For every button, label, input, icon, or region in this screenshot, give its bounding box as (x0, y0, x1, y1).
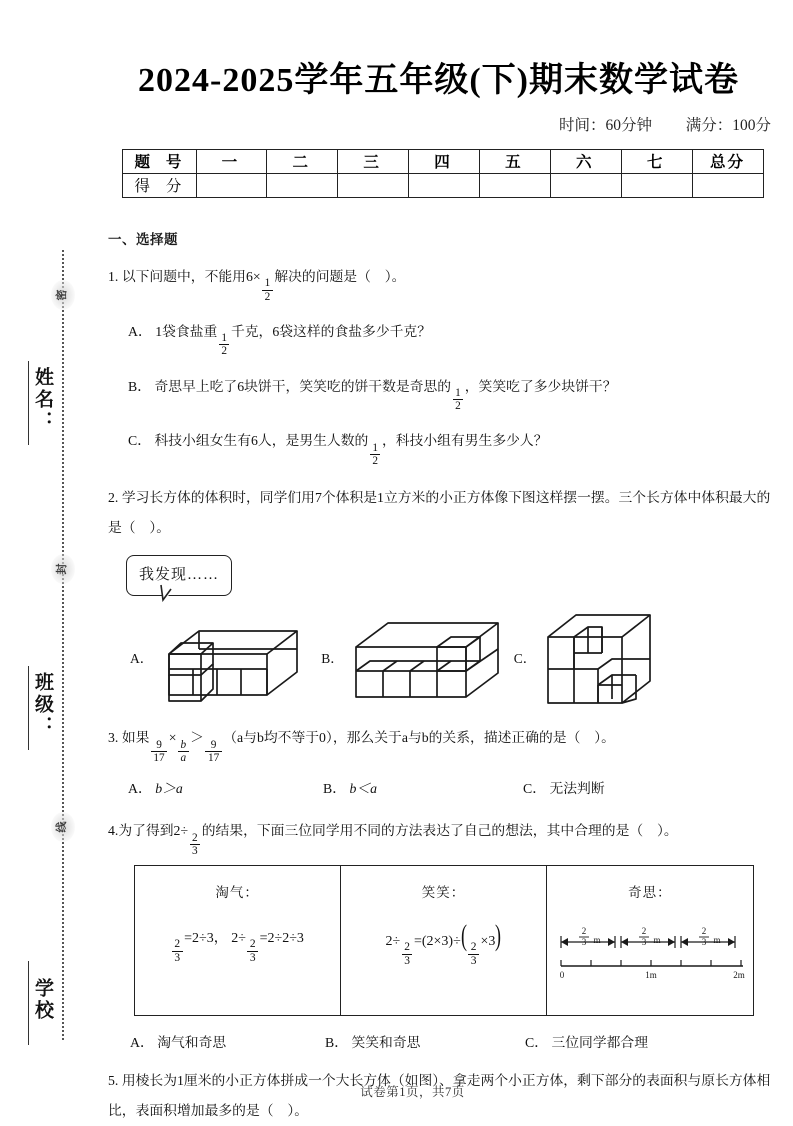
figure-c-label: C． (513, 651, 537, 667)
score-value-4[interactable] (409, 174, 480, 198)
question-5-number: 5. (108, 1072, 119, 1088)
question-2-stem-text: 学习长方体的体积时，同学们用7个体积是1立方米的小正方体像下图这样摆一摆。三个长方体中体积最大的是（ ）。 (108, 490, 771, 536)
question-1-options (128, 317, 779, 467)
score-value-6[interactable] (550, 174, 621, 198)
score-col-1: 一 (196, 150, 267, 174)
bubble-tail-icon (160, 584, 184, 602)
figure-b-label: B． (321, 651, 344, 667)
question-4-method-table (134, 865, 754, 1016)
question-4 (108, 816, 779, 1058)
option-text-a: 1袋食盐重 (155, 323, 218, 339)
seal-dotted-line (62, 250, 64, 1040)
score-col-7: 七 (621, 150, 692, 174)
option-text-a: 科技小组女生有6人，是男生人数的 (154, 433, 369, 449)
score-col-4: 四 (409, 150, 480, 174)
figure-a-label: A． (130, 651, 154, 667)
xiaoxiao-expression (385, 918, 502, 967)
svg-text:0: 0 (559, 969, 565, 980)
question-4-option-c[interactable] (525, 1028, 648, 1058)
score-table-value-label: 得 分 (122, 174, 196, 198)
taoqi-fraction-2: $\frac{2}{3}$ (247, 938, 258, 964)
option-fraction: $\frac{1}{2}$ (453, 387, 464, 412)
score-table (122, 149, 764, 198)
svg-text:3: 3 (641, 936, 647, 947)
student-name-qisi: 奇思： (628, 884, 672, 900)
exam-full-score: 满分：100分 (685, 117, 771, 134)
question-1-stem (108, 262, 779, 303)
option-fraction: $\frac{1}{2}$ (219, 332, 230, 357)
score-col-5: 五 (480, 150, 551, 174)
question-1-stem-fraction: $\frac{1}{2}$ (262, 277, 273, 302)
question-4-stem-a: 为了得到2÷ (118, 823, 189, 839)
discovery-bubble: 我发现…… (126, 555, 232, 596)
field-school (10, 955, 56, 1045)
question-4-option-b[interactable] (325, 1028, 525, 1058)
figure-c-cube-icon (540, 607, 658, 711)
option-fraction: $\frac{1}{2}$ (370, 442, 381, 467)
section-title-choice: 一、选择题 (108, 232, 178, 247)
svg-text:3: 3 (701, 936, 707, 947)
score-table-row-label: 题 号 (122, 150, 196, 174)
question-3-options (128, 774, 779, 804)
option-label: B． (325, 1034, 348, 1050)
option-label: B． (323, 781, 346, 797)
question-4-stem (108, 816, 779, 857)
svg-text:m: m (713, 934, 721, 945)
score-value-total[interactable] (692, 174, 763, 198)
student-name-xiaoxiao: 笑笑： (421, 884, 466, 900)
question-1-stem-a: 以下问题中，不能用6× (121, 269, 261, 284)
option-text: 三位同学都合理 (551, 1034, 649, 1050)
question-1-option-b[interactable] (128, 372, 779, 413)
exam-content (108, 228, 779, 1126)
option-text: 淘气和奇思 (157, 1034, 227, 1050)
score-col-total: 总分 (692, 150, 763, 174)
field-name (10, 355, 56, 445)
method-cell-xiaoxiao (340, 865, 546, 1015)
question-3-op-2: ＞ (190, 730, 204, 746)
taoqi-part-2: 2÷ (231, 930, 246, 946)
option-text-b: ，科技小组有男生多少人？ (381, 433, 548, 449)
question-3-fraction-2: $\frac{b}{a}$ (178, 739, 189, 764)
method-cell-taoqi (134, 865, 340, 1015)
xiaoxiao-prefix: 2÷ (385, 933, 401, 949)
question-5-stem-text: 用棱长为1厘米的小正方体拼成一个大长方体（如图）、拿走两个小正方体，剩下部分的表面积与原长方体相比，表面积增加最多的是（ ）。 (108, 1072, 771, 1118)
question-3-stem-b: （a与b均不等于0），那么关于a与b的关系，描述正确的是（ ）。 (223, 730, 615, 746)
question-1-option-a[interactable] (128, 317, 779, 358)
question-1-number: 1. (108, 269, 119, 284)
question-3-option-a[interactable] (128, 774, 323, 804)
score-table-header-row (122, 150, 763, 174)
taoqi-part-1: =2÷3， (184, 930, 228, 946)
score-col-6: 六 (550, 150, 621, 174)
field-name-rule (28, 361, 29, 445)
question-3-number: 3. (108, 730, 119, 746)
svg-text:3: 3 (581, 936, 587, 947)
svg-text:2: 2 (701, 925, 707, 936)
option-label: C． (523, 781, 546, 797)
question-3-option-c[interactable] (523, 774, 605, 804)
question-2-number: 2. (108, 490, 119, 506)
question-3-stem (108, 723, 779, 764)
question-2-stem (108, 483, 779, 543)
score-value-5[interactable] (480, 174, 551, 198)
question-1-option-c[interactable] (128, 426, 779, 467)
student-name-taoqi: 淘气： (215, 884, 259, 900)
option-label: A． (130, 1034, 154, 1050)
option-text-b: ，笑笑吃了多少块饼干？ (464, 378, 617, 394)
svg-text:2: 2 (641, 925, 647, 936)
field-class-rule (28, 666, 29, 750)
exam-page (92, 0, 793, 1122)
score-value-1[interactable] (196, 174, 267, 198)
discovery-bubble-wrap (126, 555, 779, 601)
xiaoxiao-mid: =(2×3)÷ (413, 933, 461, 949)
option-text: b＞a (155, 781, 183, 797)
svg-text:1m: 1m (645, 969, 657, 980)
score-value-7[interactable] (621, 174, 692, 198)
option-text-b: 千克，6袋这样的食盐多少千克？ (230, 323, 432, 339)
field-name-label: 姓名： (32, 367, 53, 433)
option-label: B． (128, 378, 151, 394)
option-text: 无法判断 (549, 781, 605, 797)
option-text: 笑笑和奇思 (351, 1034, 421, 1050)
figure-b-cuboid-icon (348, 609, 500, 709)
question-4-option-a[interactable] (130, 1028, 325, 1058)
field-school-label: 学校 (32, 978, 53, 1022)
score-col-2: 二 (267, 150, 338, 174)
field-class (10, 660, 56, 750)
page-title: 2024-2025学年五年级(下)期末数学试卷 (138, 62, 739, 99)
field-class-label: 班级： (32, 672, 53, 738)
question-3-op-1: × (168, 730, 177, 746)
question-1-stem-b: 解决的问题是（ ）。 (274, 269, 406, 284)
method-cell-qisi (547, 865, 753, 1015)
question-3-stem-a: 如果 (121, 730, 150, 746)
score-value-3[interactable] (338, 174, 409, 198)
seal-mark-feng: 封 (51, 554, 75, 584)
question-1 (108, 262, 779, 467)
question-3-fraction-3: $\frac{9}{17}$ (205, 739, 221, 764)
xiaoxiao-suffix: ×3 (480, 933, 496, 949)
table-row (134, 865, 753, 1015)
svg-text:2m: 2m (733, 969, 745, 980)
score-col-3: 三 (338, 150, 409, 174)
question-2 (108, 483, 779, 713)
xiaoxiao-fraction-1: $\frac{2}{3}$ (402, 941, 413, 967)
qisi-number-line-diagram (553, 922, 749, 984)
seal-strip (0, 0, 92, 1122)
question-4-options (130, 1028, 779, 1058)
question-3 (108, 723, 779, 804)
question-4-stem-fraction: $\frac{2}{3}$ (190, 832, 201, 857)
right-paren: ) (495, 918, 502, 952)
field-school-rule (28, 961, 29, 1045)
option-label: C． (525, 1034, 548, 1050)
option-label: A． (128, 323, 152, 339)
seal-mark-xian: 线 (51, 812, 75, 842)
svg-text:m: m (653, 934, 661, 945)
question-4-number: 4. (108, 823, 119, 839)
question-3-fraction-1: $\frac{9}{17}$ (151, 739, 167, 764)
option-label: C． (128, 433, 151, 449)
question-2-figures (130, 605, 779, 713)
xiaoxiao-fraction-2: $\frac{2}{3}$ (468, 941, 479, 967)
score-table-value-row (122, 174, 763, 198)
figure-a-cuboid-icon (157, 609, 307, 709)
exam-meta (92, 113, 793, 135)
left-paren: ( (460, 918, 467, 952)
svg-text:m: m (593, 934, 601, 945)
option-text: b＜a (349, 781, 378, 797)
taoqi-part-3: =2÷2÷3 (259, 930, 304, 946)
score-value-2[interactable] (267, 174, 338, 198)
option-text-a: 奇思早上吃了6块饼干，笑笑吃的饼干数是奇思的 (154, 378, 452, 394)
option-label: A． (128, 781, 152, 797)
question-3-option-b[interactable] (323, 774, 523, 804)
seal-mark-mi: 密 (51, 280, 75, 310)
exam-time: 时间：60分钟 (558, 117, 652, 134)
page-footer: 试卷第1页，共7页 (360, 1085, 465, 1099)
taoqi-fraction-1: $\frac{2}{3}$ (172, 938, 183, 964)
taoqi-expression (170, 930, 304, 964)
svg-text:2: 2 (581, 925, 587, 936)
question-4-stem-b: 的结果，下面三位同学用不同的方法表达了自己的想法，其中合理的是（ ）。 (201, 823, 678, 839)
